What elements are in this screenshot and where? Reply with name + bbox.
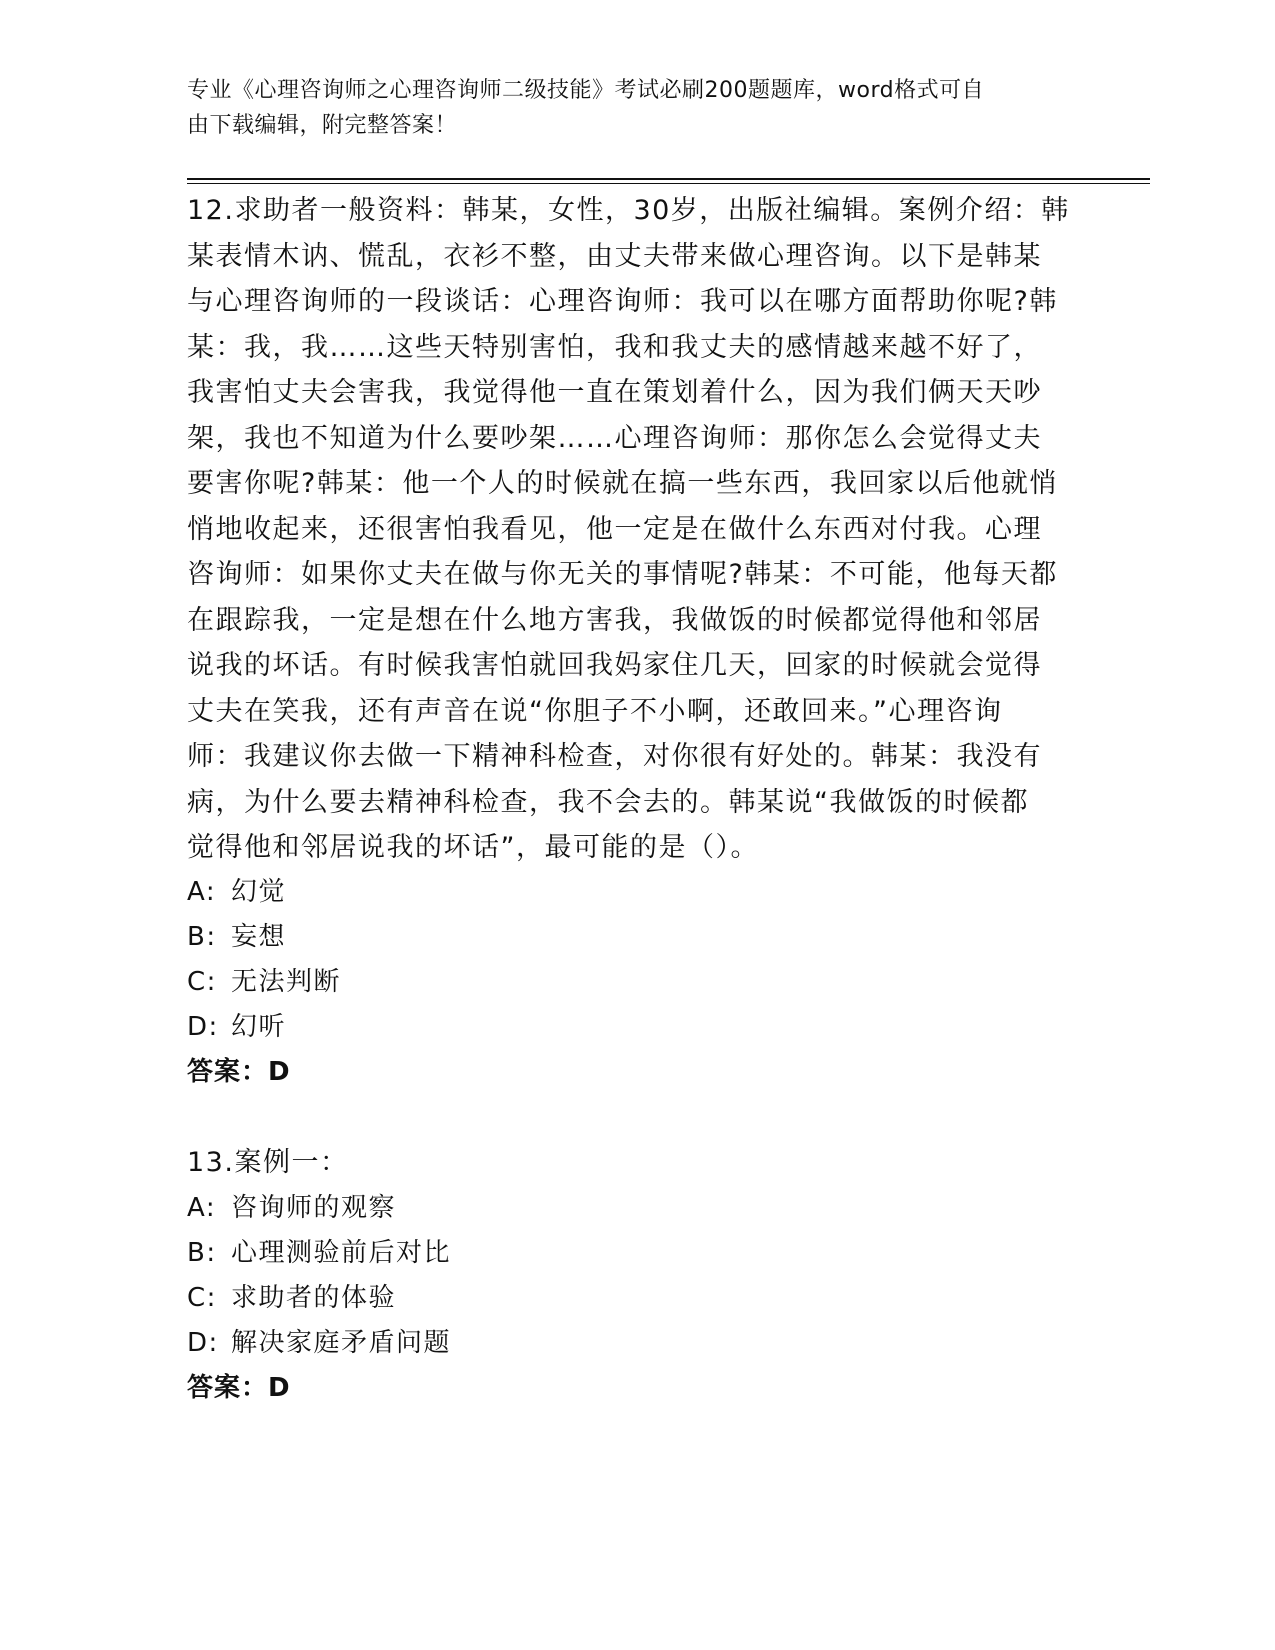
option-text: 幻听 — [231, 1012, 287, 1042]
question-13-option-b — [187, 1231, 787, 1276]
question-12-option-b — [187, 915, 787, 960]
question-12-options — [187, 870, 787, 1095]
question-12-stem-line: 与心理咨询师的一段谈话：心理咨询师：我可以在哪方面帮助你呢?韩 — [187, 286, 1058, 317]
question-13-option-c — [187, 1276, 787, 1321]
option-text: 咨询师的观察 — [231, 1192, 397, 1223]
question-12-option-c — [187, 960, 787, 1005]
question-12-stem-line: 某：我，我……这些天特别害怕，我和我丈夫的感情越来越不好了， — [187, 331, 1042, 363]
question-12-stem-line: 架，我也不知道为什么要吵架……心理咨询师：那你怎么会觉得丈夫 — [187, 422, 1042, 454]
question-12-stem-line: 说我的坏话。有时候我害怕就回我妈家住几天，回家的时候就会觉得 — [187, 650, 1042, 681]
page-header — [187, 73, 1067, 143]
option-text: 求助者的体验 — [231, 1282, 397, 1313]
header-line-1: 专业《心理咨询师之心理咨询师二级技能》考试必刷200题题库，word格式可自 — [187, 78, 985, 103]
option-text: 解决家庭矛盾问题 — [231, 1327, 452, 1358]
option-letter: B: — [187, 1237, 217, 1268]
question-12-stem — [187, 188, 1087, 871]
option-letter: A: — [187, 1192, 217, 1223]
header-divider-thin — [187, 183, 1150, 184]
question-12-stem-line: 某表情木讷、慌乱，衣衫不整，由丈夫带来做心理咨询。以下是韩某 — [187, 240, 1042, 272]
option-letter: C: — [187, 1282, 217, 1313]
question-12-option-d — [187, 1005, 787, 1050]
question-12-stem-line: 要害你呢?韩某：他一个人的时候就在搞一些东西，我回家以后他就悄 — [187, 468, 1058, 499]
question-12-option-a — [187, 870, 787, 915]
question-13-stem: 13.案例一： — [187, 1147, 349, 1178]
question-12-stem-line: 在跟踪我，一定是想在什么地方害我，我做饭的时候都觉得他和邻居 — [187, 604, 1042, 636]
option-letter: C: — [187, 967, 217, 997]
option-letter: B: — [187, 922, 217, 952]
option-text: 幻觉 — [231, 877, 287, 907]
question-12-stem-line: 咨询师：如果你丈夫在做与你无关的事情呢?韩某：不可能，他每天都 — [187, 559, 1058, 590]
option-letter: A: — [187, 877, 217, 907]
option-letter: D: — [187, 1327, 219, 1358]
question-12-stem-line: 病，为什么要去精神科检查，我不会去的。韩某说“我做饭的时候都 — [187, 786, 1029, 818]
question-12-stem-line: 我害怕丈夫会害我，我觉得他一直在策划着什么，因为我们俩天天吵 — [187, 377, 1042, 408]
option-letter: D: — [187, 1012, 219, 1042]
header-divider-thick — [187, 178, 1150, 180]
question-12-stem-line: 丈夫在笑我，还有声音在说“你胆子不小啊，还敢回来。”心理咨询 — [187, 695, 1003, 727]
question-12-stem-line: 悄地收起来，还很害怕我看见，他一定是在做什么东西对付我。心理 — [187, 513, 1042, 545]
question-13-option-a — [187, 1186, 787, 1231]
question-12-stem-line: 师：我建议你去做一下精神科检查，对你很有好处的。韩某：我没有 — [187, 741, 1042, 772]
option-text: 无法判断 — [231, 967, 342, 997]
question-12-stem-line: 12.求助者一般资料：韩某，女性，30岁，出版社编辑。案例介绍：韩 — [187, 195, 1070, 226]
option-text: 妄想 — [231, 922, 287, 952]
question-13-option-d — [187, 1321, 787, 1366]
question-13 — [187, 1140, 787, 1411]
question-12-answer: 答案：D — [187, 1057, 291, 1087]
question-12-stem-line: 觉得他和邻居说我的坏话”，最可能的是（）。 — [187, 832, 759, 863]
question-13-answer: 答案：D — [187, 1372, 291, 1403]
header-line-2: 由下载编辑，附完整答案！ — [187, 113, 458, 138]
option-text: 心理测验前后对比 — [231, 1237, 452, 1268]
